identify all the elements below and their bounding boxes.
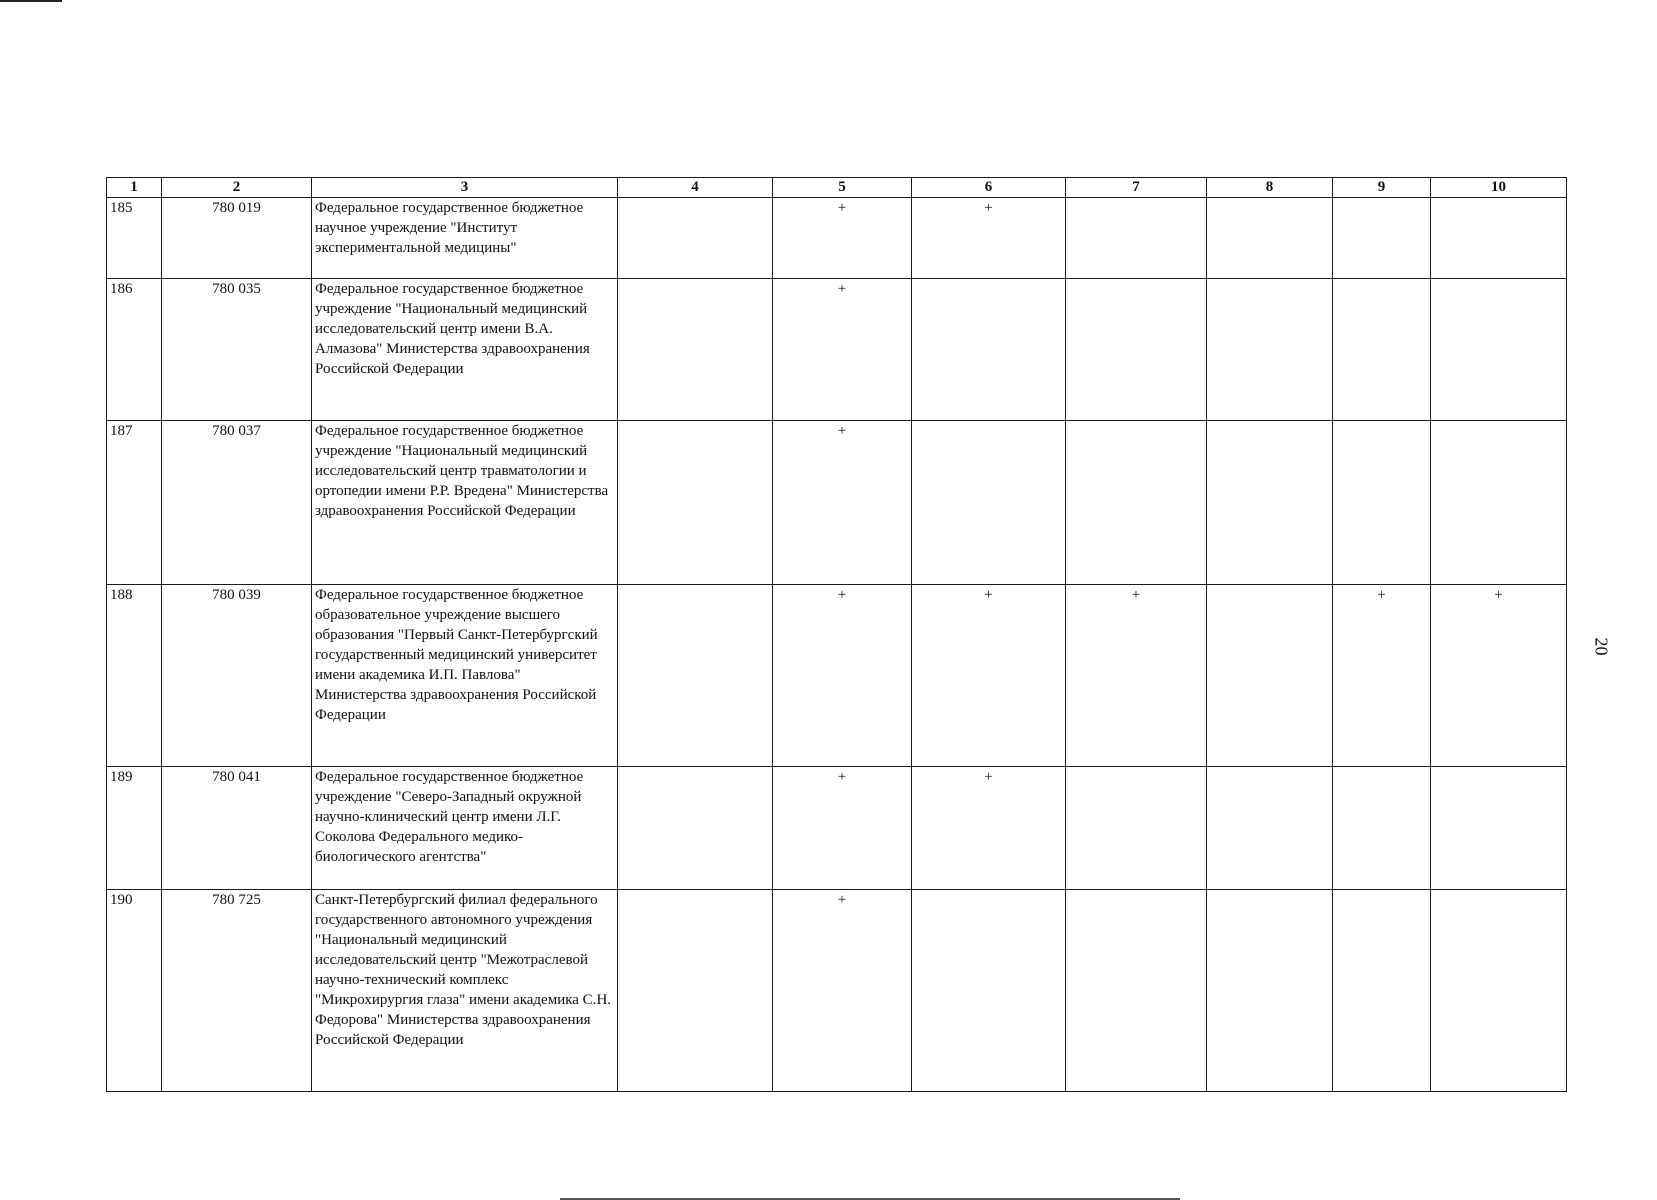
cell-col-5: + [773, 585, 912, 767]
cell-col-6 [912, 421, 1066, 585]
table-row [107, 421, 1567, 585]
cell-col-9: + [1333, 585, 1431, 767]
org-name: Федеральное государственное бюджетное учреждение "Северо-Западный окружной научно-клинический центр имени Л.Г. Соколова Федерального медико-биологического агентства" [312, 767, 618, 890]
table-row [107, 890, 1567, 1092]
cell-col-5: + [773, 421, 912, 585]
cell-col-7: + [1066, 585, 1207, 767]
org-code: 780 035 [162, 279, 312, 421]
cell-col-7 [1066, 198, 1207, 279]
org-code: 780 019 [162, 198, 312, 279]
cell-col-4 [618, 279, 773, 421]
header-row [107, 178, 1567, 198]
scan-artifact-top-left [0, 0, 62, 2]
org-name: Федеральное государственное бюджетное учреждение "Национальный медицинский исследовательский центр имени В.А. Алмазова" Министерства здравоохранения Российской Федерации [312, 279, 618, 421]
row-number: 189 [107, 767, 162, 890]
column-header: 5 [773, 178, 912, 198]
row-number: 187 [107, 421, 162, 585]
column-header: 10 [1431, 178, 1567, 198]
cell-col-6 [912, 890, 1066, 1092]
cell-col-5: + [773, 767, 912, 890]
org-name: Федеральное государственное бюджетное учреждение "Национальный медицинский исследовательский центр травматологии и ортопедии имени Р.Р. Вредена" Министерства здравоохранения Российской Федерации [312, 421, 618, 585]
column-header: 7 [1066, 178, 1207, 198]
row-number: 190 [107, 890, 162, 1092]
cell-col-9 [1333, 421, 1431, 585]
row-number: 186 [107, 279, 162, 421]
cell-col-10 [1431, 421, 1567, 585]
cell-col-5: + [773, 890, 912, 1092]
cell-col-10 [1431, 890, 1567, 1092]
table-row [107, 279, 1567, 421]
cell-col-10 [1431, 767, 1567, 890]
column-header: 2 [162, 178, 312, 198]
cell-col-7 [1066, 767, 1207, 890]
org-code: 780 041 [162, 767, 312, 890]
org-code: 780 037 [162, 421, 312, 585]
cell-col-5: + [773, 198, 912, 279]
org-name: Федеральное государственное бюджетное научное учреждение "Институт экспериментальной медицины" [312, 198, 618, 279]
cell-col-8 [1207, 198, 1333, 279]
cell-col-4 [618, 890, 773, 1092]
cell-col-10: + [1431, 585, 1567, 767]
cell-col-6: + [912, 585, 1066, 767]
register-table [106, 177, 1567, 1092]
org-code: 780 725 [162, 890, 312, 1092]
column-header: 4 [618, 178, 773, 198]
cell-col-8 [1207, 279, 1333, 421]
org-name: Санкт-Петербургский филиал федерального государственного автономного учреждения "Национальный медицинский исследовательский центр "Межотраслевой научно-технический комплекс "Микрохирургия глаза" имени академика С.Н. Федорова" Министерства здравоохранения Российской Федерации [312, 890, 618, 1092]
cell-col-10 [1431, 279, 1567, 421]
table-row [107, 767, 1567, 890]
org-code: 780 039 [162, 585, 312, 767]
row-number: 188 [107, 585, 162, 767]
cell-col-6: + [912, 767, 1066, 890]
cell-col-4 [618, 421, 773, 585]
cell-col-8 [1207, 421, 1333, 585]
cell-col-5: + [773, 279, 912, 421]
table-row [107, 585, 1567, 767]
cell-col-10 [1431, 198, 1567, 279]
cell-col-7 [1066, 421, 1207, 585]
column-header: 3 [312, 178, 618, 198]
cell-col-6: + [912, 198, 1066, 279]
cell-col-9 [1333, 279, 1431, 421]
cell-col-9 [1333, 767, 1431, 890]
page-number: 20 [1591, 637, 1612, 656]
cell-col-4 [618, 767, 773, 890]
row-number: 185 [107, 198, 162, 279]
column-header: 1 [107, 178, 162, 198]
cell-col-8 [1207, 585, 1333, 767]
cell-col-4 [618, 585, 773, 767]
column-header: 9 [1333, 178, 1431, 198]
cell-col-7 [1066, 279, 1207, 421]
org-name: Федеральное государственное бюджетное образовательное учреждение высшего образования "Первый Санкт-Петербургский государственный медицинский университет имени академика И.П. Павлова" Министерства здравоохранения Российской Федерации [312, 585, 618, 767]
cell-col-4 [618, 198, 773, 279]
cell-col-9 [1333, 198, 1431, 279]
cell-col-8 [1207, 890, 1333, 1092]
cell-col-6 [912, 279, 1066, 421]
column-header: 8 [1207, 178, 1333, 198]
column-header: 6 [912, 178, 1066, 198]
cell-col-7 [1066, 890, 1207, 1092]
table-row [107, 198, 1567, 279]
cell-col-9 [1333, 890, 1431, 1092]
cell-col-8 [1207, 767, 1333, 890]
